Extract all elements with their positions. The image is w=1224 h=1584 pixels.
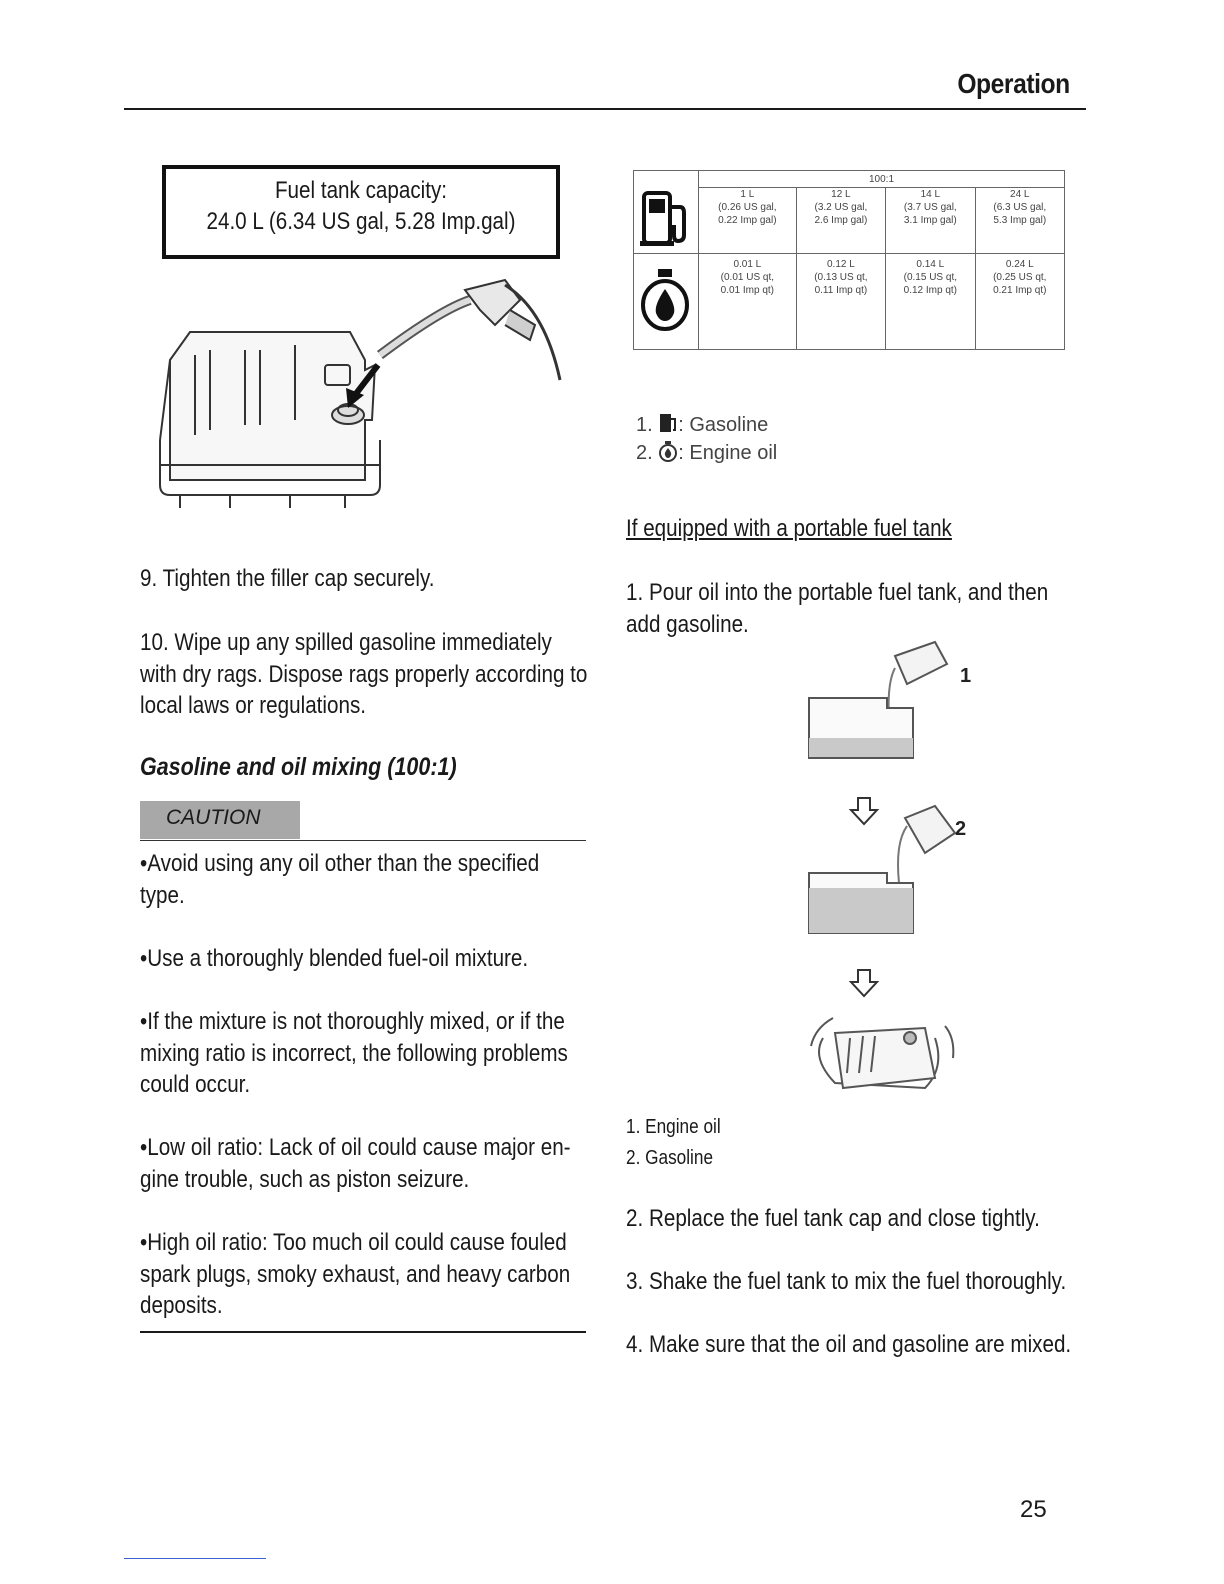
- gasoline-cell-main: 1 L: [740, 189, 755, 200]
- oil-cell-sub: (0.15 US qt,: [903, 272, 957, 284]
- caution-bullet: [140, 848, 539, 911]
- portable-step-1-line: 1. Pour oil into the portable fuel tank, and then: [626, 579, 1049, 606]
- step-10-line: local laws or regulations.: [140, 692, 367, 719]
- gasoline-cell-sub: 5.3 Imp gal): [993, 215, 1047, 226]
- caution-rule-bottom: [140, 1331, 586, 1333]
- portable-step-4: 4. Make sure that the oil and gasoline are mixed.: [626, 1331, 1072, 1358]
- oil-cell-sub: (0.25 US qt,: [993, 272, 1047, 284]
- step-9: 9. Tighten the filler cap securely.: [140, 565, 435, 592]
- gasoline-cell-main: 12 L: [831, 189, 851, 200]
- gasoline-cell-main: 24 L: [1010, 189, 1030, 200]
- oil-cell-sub: 0.21 Imp qt): [993, 285, 1047, 297]
- fuel-capacity-box: [162, 165, 560, 259]
- page-number: 25: [1020, 1496, 1047, 1523]
- caution-bullet-line: mixing ratio is incorrect, the following problems: [140, 1039, 568, 1067]
- mixing-section-heading: Gasoline and oil mixing (100:1): [140, 753, 457, 781]
- legend-text: : Engine oil: [678, 442, 778, 464]
- oil-cell: [975, 254, 1064, 350]
- figure-label-1: 1: [960, 665, 972, 687]
- caution-bullet-line: could occur.: [140, 1071, 251, 1098]
- fuel-pump-icon: [638, 185, 694, 249]
- fuel-pump-icon: [658, 412, 678, 434]
- caution-bullet: [140, 943, 528, 975]
- table-legend-gasoline: [636, 412, 768, 437]
- oil-cell-sub: (0.13 US qt,: [814, 272, 868, 284]
- gasoline-cell-sub: 0.22 Imp gal): [718, 215, 777, 226]
- legend-text: : Gasoline: [678, 414, 769, 436]
- caution-bullet-line: •If the mixture is not thoroughly mixed, or if the: [140, 1008, 565, 1035]
- portable-step-3: 3. Shake the fuel tank to mix the fuel thoroughly.: [626, 1268, 1067, 1295]
- caution-bullet-line: •Low oil ratio: Lack of oil could cause major en-: [140, 1134, 571, 1161]
- gasoline-cell-sub: (3.7 US gal,: [903, 202, 957, 213]
- caution-bullet-line: type.: [140, 881, 185, 909]
- caution-rule-top: [140, 840, 586, 841]
- portable-step-1: [626, 577, 1048, 640]
- gasoline-cell-sub: 2.6 Imp gal): [814, 215, 868, 226]
- portable-step-1-line: add gasoline.: [626, 610, 749, 638]
- mixing-ratio-table: [633, 170, 1065, 350]
- caution-bullet-line: •Use a thoroughly blended fuel-oil mixture.: [140, 945, 529, 972]
- gasoline-cell: [886, 188, 975, 254]
- oil-cell: [796, 254, 885, 350]
- portable-tank-heading: If equipped with a portable fuel tank: [626, 515, 952, 542]
- page-header-title: Operation: [957, 68, 1070, 99]
- gasoline-cell: [699, 188, 797, 254]
- step-10: [140, 627, 587, 722]
- figure-legend: [626, 1112, 721, 1174]
- oil-drop-icon: [638, 265, 694, 335]
- gasoline-cell-sub: (6.3 US gal,: [993, 202, 1047, 213]
- header-rule: [124, 108, 1086, 110]
- caution-bullet: [140, 1132, 571, 1195]
- table-legend-oil: [636, 440, 777, 465]
- gasoline-cell-main: 14 L: [920, 189, 941, 200]
- caution-bullet-line: spark plugs, smoky exhaust, and heavy carbon: [140, 1260, 571, 1288]
- gasoline-cell-sub: (3.2 US gal,: [814, 202, 868, 213]
- caution-bullet-line: •High oil ratio: Too much oil could cause fouled: [140, 1229, 567, 1256]
- gasoline-cell: [796, 188, 885, 254]
- step-10-line: 10. Wipe up any spilled gasoline immediately: [140, 629, 552, 656]
- caution-bullet: [140, 1227, 570, 1322]
- oil-cell-main: 0.01 L: [733, 259, 762, 271]
- figure-legend-item: 2. Gasoline: [626, 1147, 714, 1169]
- oil-cell-main: 0.14 L: [916, 259, 945, 271]
- oil-cell-sub: 0.11 Imp qt): [814, 285, 868, 297]
- legend-number: 1.: [636, 414, 653, 436]
- gasoline-row-icon-cell: [634, 171, 699, 254]
- gasoline-cell: [975, 188, 1064, 254]
- step-10-line: with dry rags. Dispose rags properly according to: [140, 660, 588, 688]
- oil-cell-sub: (0.01 US qt,: [720, 272, 775, 284]
- gasoline-cell-sub: 3.1 Imp gal): [903, 215, 957, 226]
- caution-bullet-line: deposits.: [140, 1292, 223, 1319]
- oil-cell-sub: 0.12 Imp qt): [903, 285, 957, 297]
- mixing-procedure-illustration: [795, 638, 985, 1103]
- caution-bullet-line: •Avoid using any oil other than the specified: [140, 850, 540, 877]
- fuel-tank-refill-illustration: [150, 270, 580, 520]
- caution-label: CAUTION: [166, 806, 261, 829]
- oil-cell-main: 0.24 L: [1005, 259, 1034, 271]
- figure-label-2: 2: [955, 818, 967, 840]
- oil-row-icon-cell: [634, 254, 699, 350]
- gasoline-cell-sub: (0.26 US gal,: [718, 202, 777, 213]
- oil-cell-sub: 0.01 Imp qt): [720, 285, 775, 297]
- caution-bullet: [140, 1006, 568, 1101]
- caution-bullet-line: gine trouble, such as piston seizure.: [140, 1165, 470, 1193]
- legend-number: 2.: [636, 442, 653, 464]
- portable-step-2: 2. Replace the fuel tank cap and close tightly.: [626, 1205, 1040, 1232]
- capacity-line-1: Fuel tank capacity:: [274, 177, 448, 204]
- capacity-line-2: 24.0 L (6.34 US gal, 5.28 Imp.gal): [206, 208, 516, 235]
- oil-cell: [886, 254, 975, 350]
- oil-cell: [699, 254, 797, 350]
- oil-cell-main: 0.12 L: [826, 259, 855, 271]
- footer-line: [124, 1558, 266, 1559]
- ratio-header: 100:1: [699, 171, 1065, 188]
- oil-drop-icon: [658, 440, 678, 462]
- figure-legend-item: 1. Engine oil: [626, 1116, 721, 1138]
